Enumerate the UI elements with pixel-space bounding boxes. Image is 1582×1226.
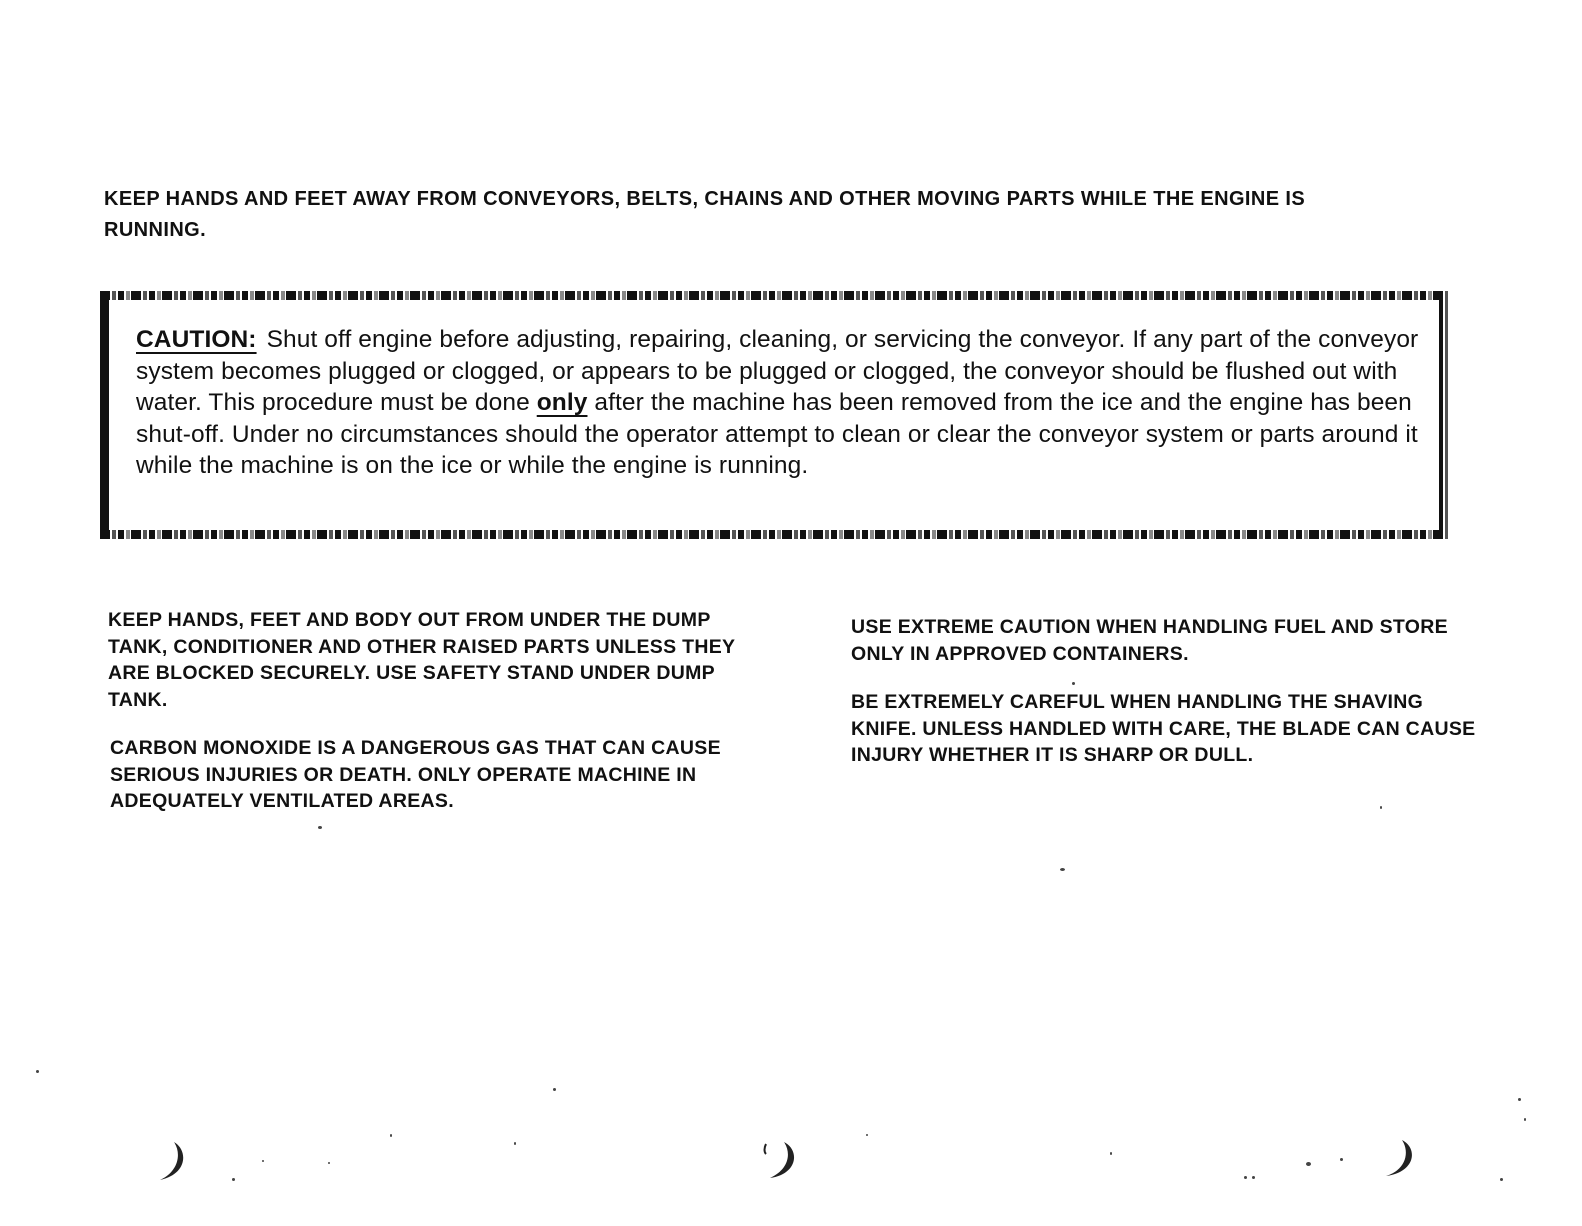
scan-speck xyxy=(1072,682,1075,685)
scan-speck xyxy=(1060,868,1065,871)
scan-speck xyxy=(1524,1118,1526,1121)
scan-speck xyxy=(390,1134,392,1137)
scan-speck xyxy=(1306,1162,1311,1166)
carbon-monoxide-warning: CARBON MONOXIDE IS A DANGEROUS GAS THAT CAN CAUSE SERIOUS INJURIES OR DEATH. ONLY OPERATE MACHINE IN ADEQUATELY VENTILATED AREAS. xyxy=(110,737,721,812)
shaving-knife-warning: BE EXTREMELY CAREFUL WHEN HANDLING THE SHAVING KNIFE. UNLESS HANDLED WITH CARE, THE BLADE CAN CAUSE INJURY WHETHER IT IS SHARP OR DULL. xyxy=(851,691,1476,766)
moving-parts-warning: KEEP HANDS AND FEET AWAY FROM CONVEYORS, BELTS, CHAINS AND OTHER MOVING PARTS WHILE THE ENGINE IS RUNNING. xyxy=(104,188,1306,241)
caution-label: CAUTION: xyxy=(136,326,257,353)
caution-paragraph xyxy=(136,324,1426,482)
dump-tank-warning: KEEP HANDS, FEET AND BODY OUT FROM UNDER THE DUMP TANK, CONDITIONER AND OTHER RAISED PARTS UNLESS THEY ARE BLOCKED SECURELY. USE SAFETY STAND UNDER DUMP TANK. xyxy=(108,609,735,711)
scan-speck xyxy=(1380,806,1382,809)
binder-hole-center xyxy=(762,1138,802,1182)
caution-text-before: Shut off engine before adjusting, repairing, cleaning, or servicing the conveyor. If any part of the conveyor system becomes plugged or clogged, or appears to be plugged or clogged, the conveyor should be flushed out with water. This procedure must be done xyxy=(136,326,1419,416)
scan-speck xyxy=(1518,1098,1521,1101)
binder-hole-right xyxy=(1380,1138,1420,1182)
scan-speck xyxy=(1244,1176,1247,1179)
scan-speck xyxy=(1340,1158,1343,1161)
scan-speck xyxy=(1110,1152,1112,1155)
scan-speck xyxy=(328,1162,330,1164)
fuel-handling-warning: USE EXTREME CAUTION WHEN HANDLING FUEL AND STORE ONLY IN APPROVED CONTAINERS. xyxy=(851,616,1448,665)
caution-box xyxy=(100,291,1448,539)
scan-speck xyxy=(232,1178,235,1181)
caution-text-after: after the machine has been removed from the ice and the engine has been shut-off. Under no circumstances should the operator attempt to clean or clear the conveyor system or parts around it while the machine is on the ice or while the engine is running. xyxy=(136,389,1418,479)
scan-speck xyxy=(553,1088,556,1091)
caution-emphasis: only xyxy=(536,389,588,416)
scan-speck xyxy=(262,1160,264,1162)
scan-speck xyxy=(1500,1178,1503,1181)
scan-speck xyxy=(36,1070,39,1073)
scan-speck xyxy=(866,1134,868,1136)
scan-speck xyxy=(1252,1176,1255,1179)
scan-speck xyxy=(318,826,322,829)
binder-hole-left xyxy=(152,1140,192,1184)
scan-speck xyxy=(514,1142,516,1145)
